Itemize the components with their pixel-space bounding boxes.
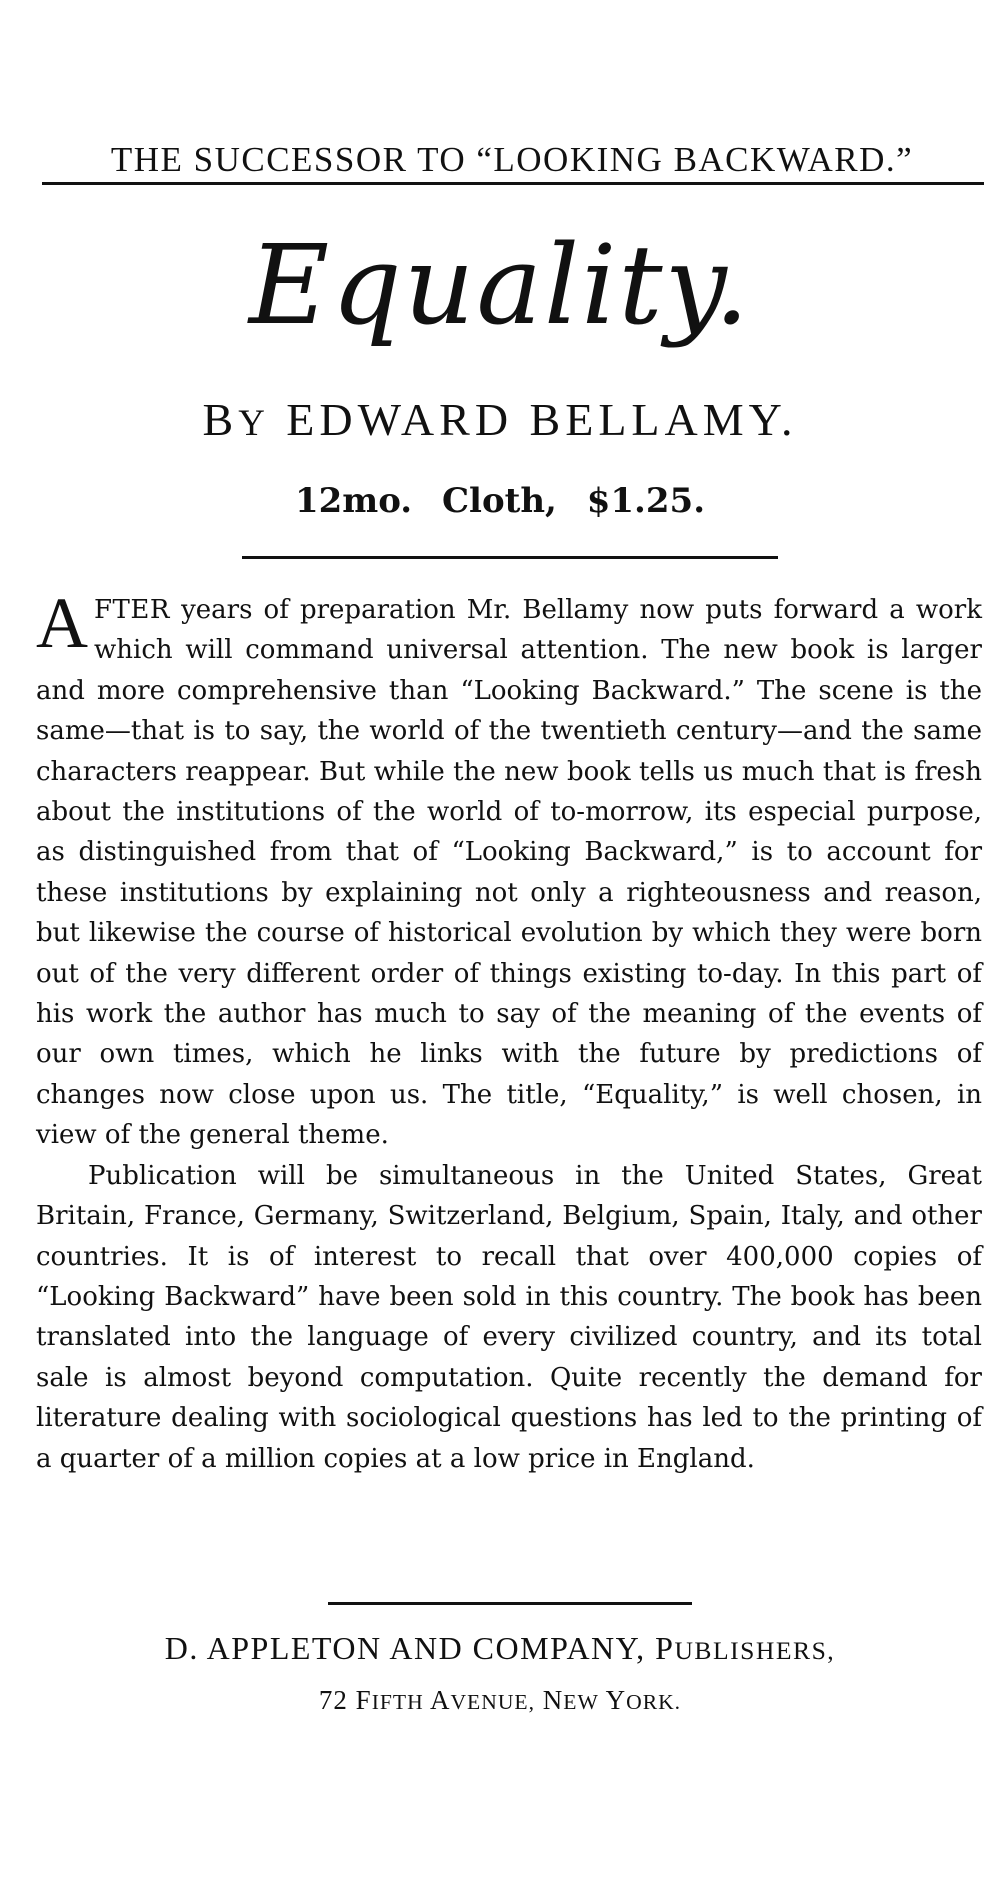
author-by-initial: B [202, 394, 239, 445]
body-text [36, 583, 982, 1479]
address-word-tail: ORK. [626, 1690, 682, 1714]
address-word-initial: Y [605, 1685, 627, 1715]
divider-rule [328, 1602, 692, 1605]
paragraph-1-text: years of preparation Mr. Bellamy now puts forward a work which will command universal attention. The new book is larger and more comprehensive than “Looking Backward.” The scene is the same—that is to say, the world of the twentieth century—and the same characters reappear. But while the new book tells us much that is fresh about the institutions of the world of to-morrow, its especial purpose, as distinguished from that of “Looking Backward,” is to account for these institutions by explaining not only a righteousness and reason, but likewise the course of historical evolution by which they were born out of the very different order of things existing to-day. In this part of his work the author has much to say of the meaning of the events of our own times, which he links with the future by predictions of changes now close upon us. The title, “Equality,” is well chosen, in view of the general theme. [36, 595, 982, 1151]
lead-word: FTER [94, 595, 170, 625]
book-title: Equality. [248, 221, 752, 349]
author-name: EDWARD BELLAMY. [286, 394, 798, 445]
address-word-tail: EW [563, 1690, 599, 1714]
address-word-initial: F [355, 1685, 372, 1715]
paragraph-2: Publication will be simultaneous in the United States, Great Britain, France, Germany, Switzerland, Belgium, Spain, Italy, and other countries. It is of interest to recall that over 400,000 copies of “Looking Backward” have been sold in this country. The book has been translated into the language of every civilized country, and its total sale is almost beyond computation. Quite recently the demand for literature dealing with sociological questions has led to the printing of a quarter of a million copies at a low price in England. [36, 1160, 982, 1474]
drop-cap: A [36, 583, 88, 663]
author-line [0, 390, 1000, 453]
publisher-name: D. APPLETON AND COMPANY, [164, 1630, 646, 1666]
publisher-role-initial: P [655, 1630, 675, 1666]
publisher-line [0, 1626, 1000, 1673]
paragraph-1 [36, 583, 982, 1156]
address-number: 72 [318, 1685, 348, 1715]
header-rule [42, 182, 984, 185]
address-word-initial: A [429, 1685, 451, 1715]
divider-rule [242, 556, 778, 559]
price-line: 12mo. Cloth, $1.25. [294, 481, 706, 521]
address-word-tail: IFTH [371, 1690, 424, 1714]
author-by-tail: Y [238, 402, 270, 443]
publisher-role-tail: UBLISHERS, [674, 1636, 836, 1665]
header-line: THE SUCCESSOR TO “LOOKING BACKWARD.” [110, 140, 914, 179]
address-word-tail: VENUE, [450, 1690, 536, 1714]
publisher-address [0, 1680, 1000, 1722]
address-word-initial: N [542, 1685, 564, 1715]
